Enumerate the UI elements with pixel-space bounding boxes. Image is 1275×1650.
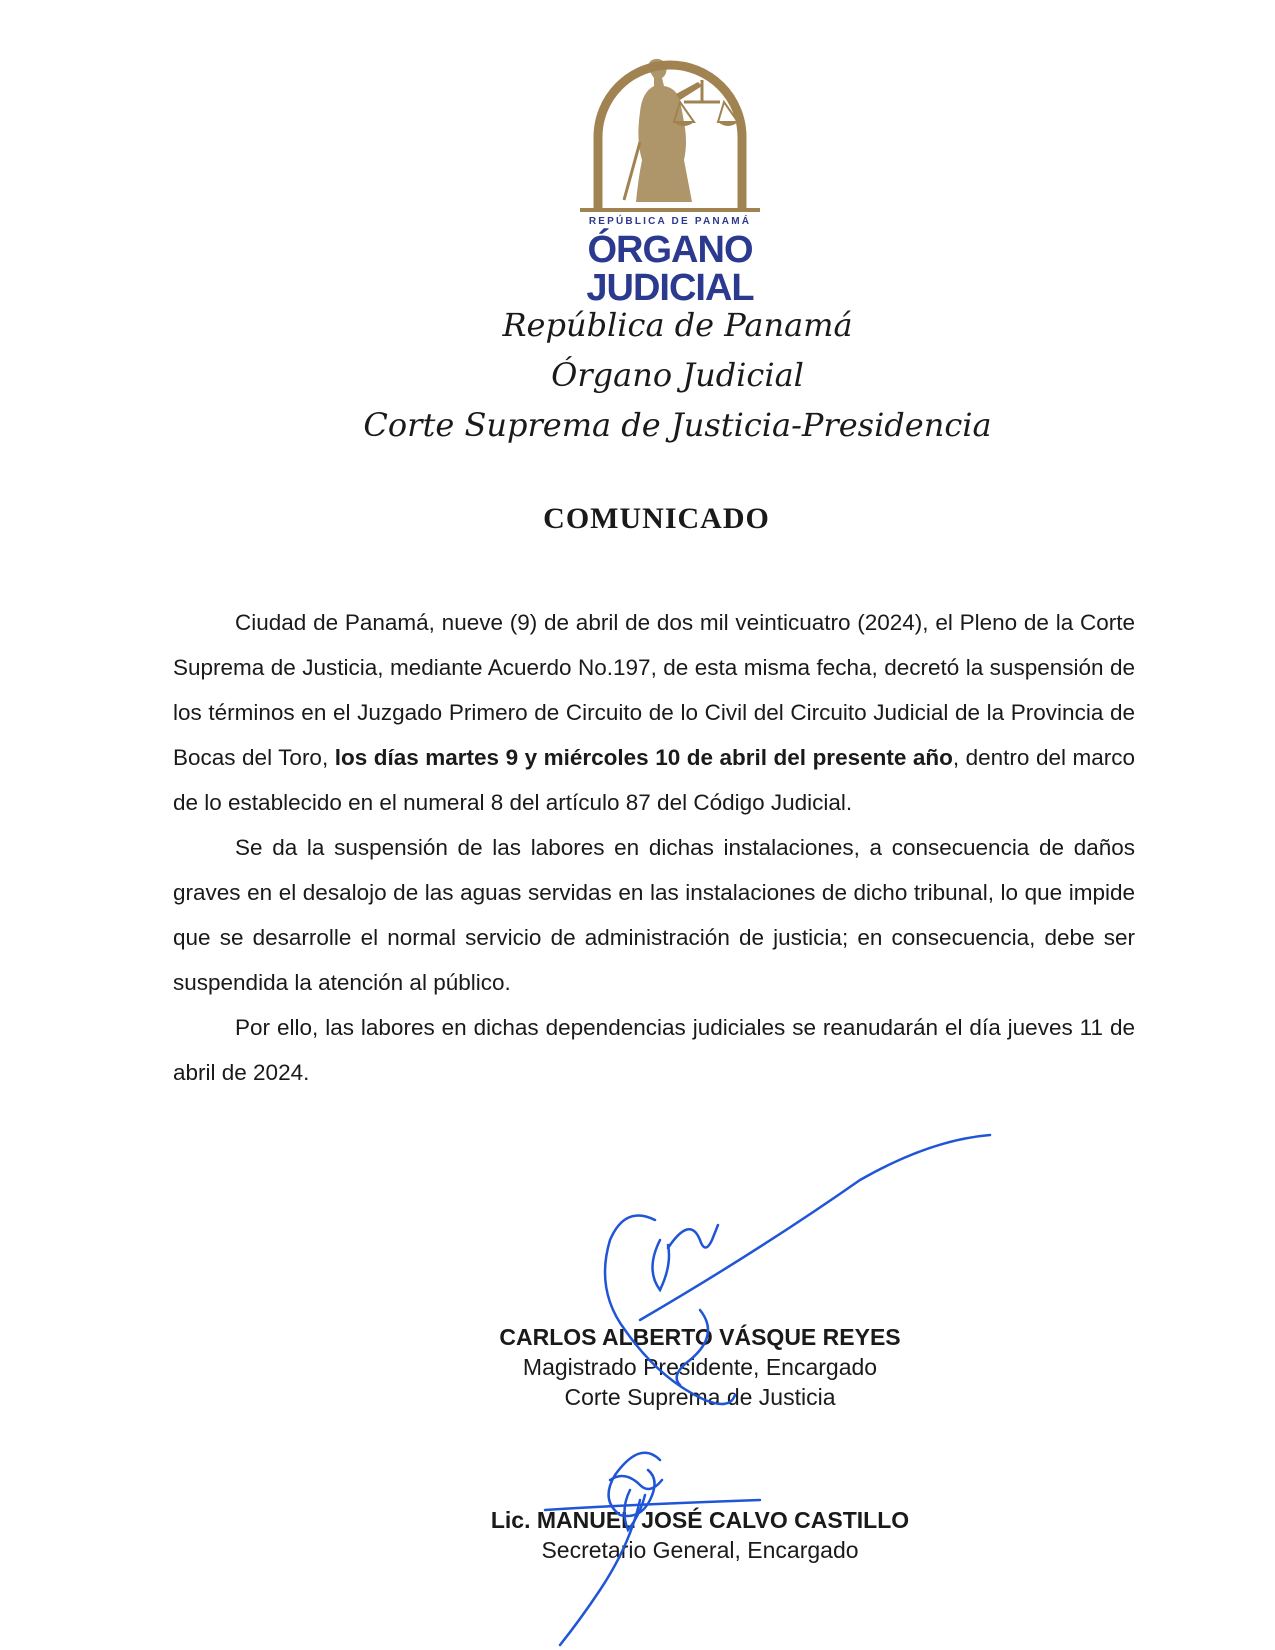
document-title: COMUNICADO (543, 502, 770, 535)
paragraph-1 (173, 600, 1135, 825)
document-body (173, 600, 1135, 1095)
signatory-2-name: Lic. MANUEL JOSÉ CALVO CASTILLO (490, 1507, 910, 1533)
signatory-2 (300, 1505, 1100, 1565)
logo-organo-text: ÓRGANO (587, 229, 753, 271)
header-organ: Órgano Judicial (551, 356, 804, 394)
logo-judicial-text: JUDICIAL (586, 267, 754, 309)
signatory-1-role: Magistrado Presidente, Encargado (522, 1354, 878, 1380)
signatory-1-institution: Corte Suprema de Justicia (564, 1384, 836, 1410)
logo-country-text: REPÚBLICA DE PANAMÁ (588, 216, 752, 227)
paragraph-1-bold-dates: los días martes 9 y miércoles 10 de abril del presente año (334, 745, 953, 770)
header-court: Corte Suprema de Justicia-Presidencia (363, 406, 992, 444)
organo-judicial-logo (580, 42, 760, 309)
paragraph-1-text-end: , dentro del marco de lo establecido en el numeral 8 del artículo 87 del Código Judicial. (173, 745, 1135, 815)
signatory-2-role: Secretario General, Encargado (541, 1537, 859, 1563)
paragraph-3: Por ello, las labores en dichas dependencias judiciales se reanudarán el día jueves 11 de abril de 2024. (173, 1015, 1135, 1085)
document-header (0, 300, 1275, 450)
lady-justice-emblem-icon (580, 42, 760, 217)
paragraph-1-text: Ciudad de Panamá, nueve (9) de abril de dos mil veinticuatro (2024), el Pleno de la Corte Suprema de Justicia, mediante Acuerdo No.197, de esta misma fecha, decretó la suspensión de los términos en el Juzgado Primero de Circuito de lo Civil del Circuito Judicial de la Provincia de Bocas del Toro, (173, 610, 1135, 770)
header-republic: República de Panamá (502, 306, 853, 344)
signatory-1 (300, 1322, 1100, 1412)
signatory-1-name: CARLOS ALBERTO VÁSQUE REYES (499, 1324, 901, 1350)
paragraph-2: Se da la suspensión de las labores en dichas instalaciones, a consecuencia de daños graves en el desalojo de las aguas servidas en las instalaciones de dicho tribunal, lo que impide que se desarrolle el normal servicio de administración de justicia; en consecuencia, debe ser suspendida la atención al público. (173, 835, 1135, 995)
